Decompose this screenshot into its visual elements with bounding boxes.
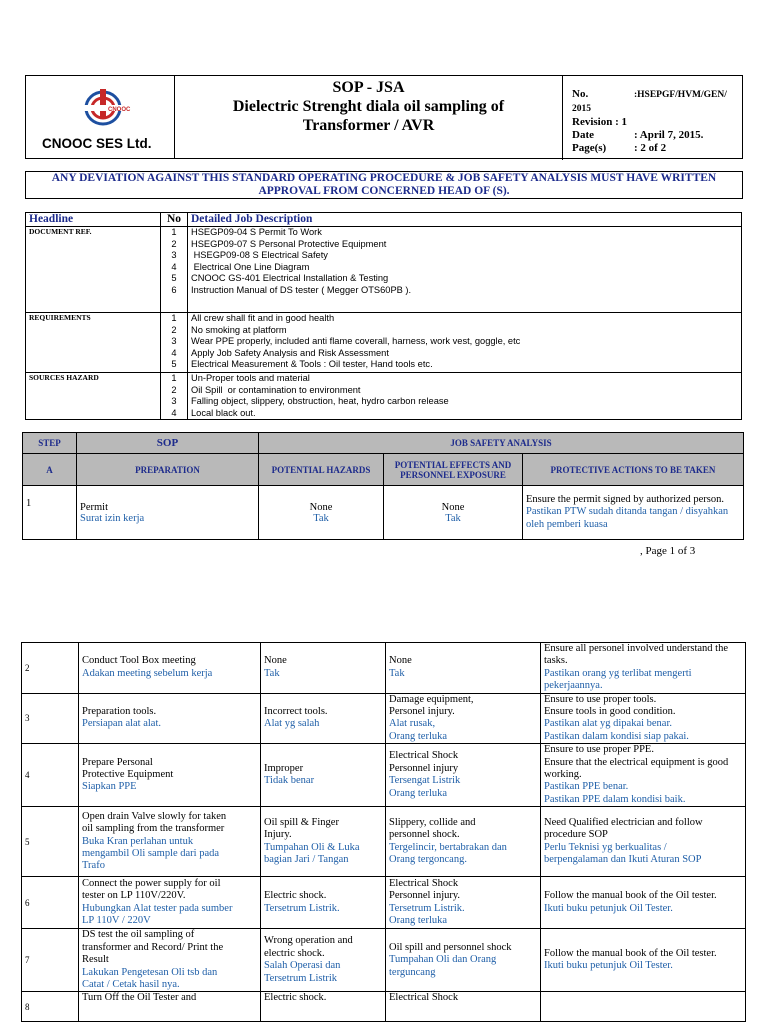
deviation-warning: ANY DEVIATION AGAINST THIS STANDARD OPERATING PROCEDURE & JOB SAFETY ANALYSIS MUST HAVE WRITTEN APPROVAL FROM CONCERNED HEAD OF (S). <box>25 171 743 199</box>
hazard-cell: Incorrect tools. Alat yg salah <box>261 693 386 744</box>
list-item: Electrical Measurement & Tools : Oil tester, Hand tools etc. <box>191 359 433 370</box>
step-number: 2 <box>22 643 79 694</box>
list-item: Un-Proper tools and material <box>191 373 310 383</box>
column-a: A <box>23 454 77 486</box>
no-header: No <box>161 213 188 227</box>
jsa-header-row <box>23 433 744 454</box>
step-number: 1 <box>23 486 77 540</box>
preparation-header: PREPARATION <box>77 454 259 486</box>
list-item: HSEGP09-08 S Electrical Safety <box>191 250 328 261</box>
effect-cell: Oil spill and personnel shock Tumpahan Oli dan Orang terguncang <box>386 929 541 992</box>
table-row <box>22 877 746 929</box>
list-item: Local black out. <box>191 407 256 418</box>
section-label: REQUIREMENTS <box>26 313 161 373</box>
item-number: 1 <box>171 227 177 237</box>
document-meta <box>572 88 742 155</box>
item-number: 2 <box>171 324 177 335</box>
item-number: 2 <box>171 238 177 249</box>
preparation-cell: Preparation tools. Persiapan alat alat. <box>79 693 261 744</box>
title-line: SOP - JSA <box>332 79 405 96</box>
info-section-hazards <box>26 373 742 420</box>
item-number: 6 <box>171 284 177 295</box>
document-header <box>25 75 743 159</box>
effect-cell: Electrical Shock <box>386 992 541 1022</box>
list-item: Wear PPE properly, included anti flame coverall, harness, work vest, goggle, etc <box>191 336 521 347</box>
table-row <box>23 486 744 540</box>
effects-header: POTENTIAL EFFECTS AND PERSONNEL EXPOSURE <box>384 454 523 486</box>
hazard-cell: Oil spill & Finger Injury. Tumpahan Oli & Luka bagian Jari / Tangan <box>261 807 386 877</box>
section-numbers <box>161 373 188 420</box>
item-number: 1 <box>171 313 177 323</box>
section-items <box>188 373 742 420</box>
hazards-header: POTENTIAL HAZARDS <box>259 454 384 486</box>
company-name: CNOOC SES Ltd. <box>42 136 152 151</box>
document-title <box>175 76 563 160</box>
action-cell: Need Qualified electrician and follow procedure SOP Perlu Teknisi yg berkualitas / berpengalaman dan Ikuti Aturan SOP <box>541 807 746 877</box>
jsa-step-table-continued <box>21 642 746 1022</box>
table-row <box>22 643 746 694</box>
list-item: Electrical One Line Diagram <box>191 261 310 272</box>
step-header: STEP <box>23 433 77 454</box>
hazard-cell: None Tak <box>259 486 384 540</box>
logo-cell <box>26 76 175 158</box>
hazard-cell: Electric shock. Tersetrum Listrik. <box>261 877 386 929</box>
item-number: 4 <box>171 261 177 272</box>
step-number: 3 <box>22 693 79 744</box>
list-item: CNOOC GS-401 Electrical Installation & Testing <box>191 273 389 284</box>
preparation-cell: DS test the oil sampling of transformer and Record/ Print the Result Lakukan Pengetesan Oli tsb dan Catat / Cetak hasil nya. <box>79 929 261 992</box>
effect-cell: Electrical Shock Personnel injury Tersengat Listrik Orang terluka <box>386 744 541 807</box>
item-number: 4 <box>171 347 177 358</box>
title-line: Dielectric Strenght diala oil sampling of <box>232 98 505 115</box>
effect-cell: None Tak <box>384 486 523 540</box>
hazard-cell: Improper Tidak benar <box>261 744 386 807</box>
step-number: 7 <box>22 929 79 992</box>
jsa-header: JOB SAFETY ANALYSIS <box>259 433 744 454</box>
preparation-cell: Permit Surat izin kerja <box>77 486 259 540</box>
step-number: 4 <box>22 744 79 807</box>
meta-row: Page(s) : 2 of 2 <box>572 142 667 154</box>
svg-text:CNOOC: CNOOC <box>108 107 131 113</box>
action-cell: Follow the manual book of the Oil tester. Ikuti buku petunjuk Oil Tester. <box>541 929 746 992</box>
table-row <box>22 744 746 807</box>
effect-cell: Electrical Shock Personnel injury. Tersetrum Listrik. Orang terluka <box>386 877 541 929</box>
list-item: HSEGP09-04 S Permit To Work <box>191 227 322 237</box>
action-cell: Ensure to use proper PPE. Ensure that the electrical equipment is good working. Pastikan PPE benar. Pastikan PPE dalam kondisi baik. <box>541 744 746 807</box>
meta-row: No. :HSEPGF/HVM/GEN/ 2015 <box>572 88 727 114</box>
preparation-cell: Conduct Tool Box meeting Adakan meeting sebelum kerja <box>79 643 261 694</box>
actions-header: PROTECTIVE ACTIONS TO BE TAKEN <box>523 454 744 486</box>
action-cell: Ensure all personel involved understand the tasks. Pastikan orang yg terlibat mengerti pekerjaannya. <box>541 643 746 694</box>
step-number: 5 <box>22 807 79 877</box>
meta-row: Revision : 1 <box>572 116 628 128</box>
section-numbers <box>161 227 188 313</box>
meta-row: Date : April 7, 2015. <box>572 129 704 141</box>
item-number: 5 <box>171 273 177 284</box>
preparation-cell: Prepare Personal Protective Equipment Siapkan PPE <box>79 744 261 807</box>
jsa-subheader-row <box>23 454 744 486</box>
section-label: SOURCES HAZARD <box>26 373 161 420</box>
list-item: Oil Spill or contamination to environment <box>191 384 361 395</box>
info-section-docref <box>26 227 742 313</box>
title-line: Transformer / AVR <box>302 117 435 134</box>
step-number: 8 <box>22 992 79 1022</box>
table-row <box>22 807 746 877</box>
info-section-requirements <box>26 313 742 373</box>
table-row <box>22 929 746 992</box>
action-cell <box>541 992 746 1022</box>
hazard-cell: Electric shock. <box>261 992 386 1022</box>
effect-cell: None Tak <box>386 643 541 694</box>
headline-header: Headline <box>26 213 161 227</box>
description-header: Detailed Job Description <box>188 213 742 227</box>
section-items <box>188 313 742 373</box>
step-number: 6 <box>22 877 79 929</box>
section-items <box>188 227 742 313</box>
hazard-cell: None Tak <box>261 643 386 694</box>
list-item: No smoking at platform <box>191 324 287 335</box>
item-number: 2 <box>171 384 177 395</box>
table-row <box>22 992 746 1022</box>
list-item: All crew shall fit and in good health <box>191 313 335 323</box>
action-cell: Ensure to use proper tools. Ensure tools in good condition. Pastikan alat yg dipakai benar. Pastikan dalam kondisi siap pakai. <box>541 693 746 744</box>
effect-cell: Damage equipment, Personel injury. Alat rusak, Orang terluka <box>386 693 541 744</box>
item-number: 5 <box>171 359 177 370</box>
item-number: 3 <box>171 396 177 407</box>
jsa-step-table <box>22 432 744 540</box>
item-number: 4 <box>171 407 177 418</box>
item-number: 3 <box>171 336 177 347</box>
preparation-cell: Connect the power supply for oil tester on LP 110V/220V. Hubungkan Alat tester pada sumber LP 110V / 220V <box>79 877 261 929</box>
item-number: 3 <box>171 250 177 261</box>
section-label: DOCUMENT REF. <box>26 227 161 313</box>
preparation-cell: Open drain Valve slowly for taken oil sampling from the transformer Buka Kran perlahan untuk mengambil Oli sample dari pada Trafo <box>79 807 261 877</box>
page-footer: , Page 1 of 3 <box>640 545 696 557</box>
section-numbers <box>161 313 188 373</box>
list-item: Instruction Manual of DS tester ( Megger OTS60PB ). <box>191 284 412 295</box>
hazard-cell: Wrong operation and electric shock. Salah Operasi dan Tersetrum Listrik <box>261 929 386 992</box>
table-row <box>22 693 746 744</box>
list-item: Falling object, slippery, obstruction, heat, hydro carbon release <box>191 396 449 407</box>
list-item: HSEGP09-07 S Personal Protective Equipment <box>191 238 387 249</box>
list-item: Apply Job Safety Analysis and Risk Assessment <box>191 347 389 358</box>
effect-cell: Slippery, collide and personnel shock. Tergelincir, bertabrakan dan Orang tergoncang. <box>386 807 541 877</box>
item-number: 1 <box>171 373 177 383</box>
action-cell: Ensure the permit signed by authorized person. Pastikan PTW sudah ditanda tangan / disyahkan oleh pemberi kuasa <box>523 486 744 540</box>
action-cell: Follow the manual book of the Oil tester. Ikuti buku petunjuk Oil Tester. <box>541 877 746 929</box>
preparation-cell: Turn Off the Oil Tester and <box>79 992 261 1022</box>
table-header-row <box>26 213 742 227</box>
cnooc-logo-icon <box>78 87 131 127</box>
job-description-table <box>25 212 742 420</box>
sop-header: SOP <box>77 433 259 454</box>
